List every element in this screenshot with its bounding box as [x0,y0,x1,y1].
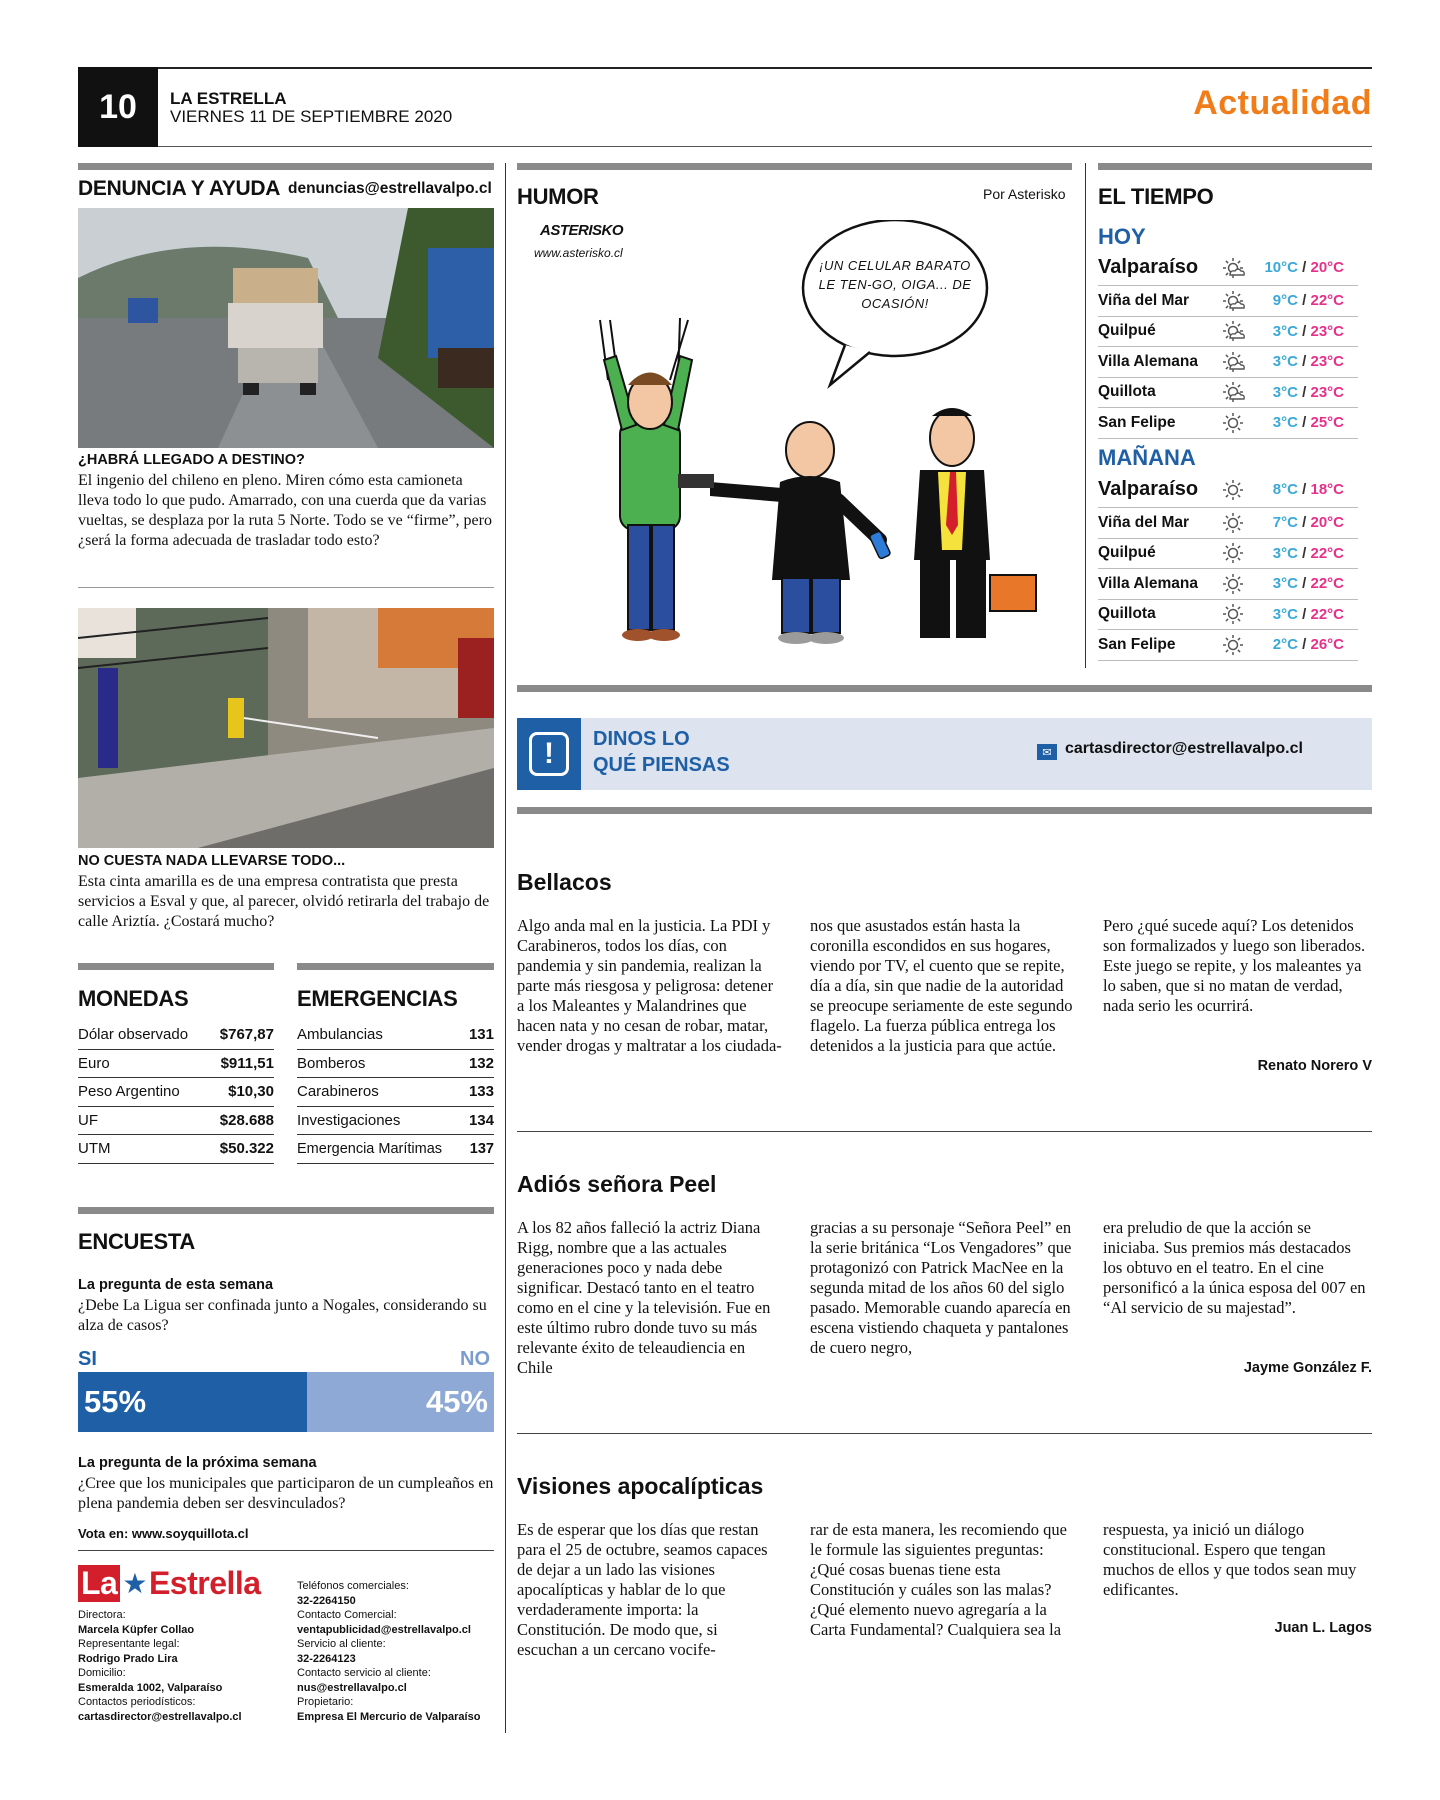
divider-bar [297,963,494,970]
weather-row [1098,378,1358,409]
partly-cloudy-icon [1216,381,1250,403]
weather-city: Valparaíso [1098,478,1199,500]
cartoonist-site[interactable]: www.asterisko.cl [534,246,623,260]
column-divider [505,163,506,1733]
weather-row [1098,317,1358,348]
weather-temp: 8°C / 18°C [1272,481,1344,498]
sun-icon [1216,412,1250,434]
poll-no-pct: 45% [425,1384,488,1419]
weather-row [1098,250,1358,286]
poll-yes-pct: 55% [84,1384,147,1419]
divider [78,1550,494,1551]
letter-column: nos que asustados están hasta la coronilla escondidos en sus hogares, viendo por TV, el cuento que se repite, día a día, sin que nadie de la autoridad se preocupe seriamente de este segundo flagelo. La fuerza pública entrega los detenidos a la justicia para que actúe. [810,916,1073,1055]
table-row: Emergencia Marítimas 137 [297,1135,494,1164]
letter-column: gracias a su personaje “Señora Peel” en la serie británica “Los Vengadores” que protagonizó con Patrick MacNee en la segunda mitad de los años 60 del siglo pasado. Memorable cuando aparecía en escena vistiendo chaqueta y pantalones de cuero negro, [810,1218,1072,1357]
weather-city: Quilpué [1098,322,1156,340]
weather-row [1098,508,1358,539]
weather-row [1098,569,1358,600]
weather-temp: 3°C / 23°C [1272,322,1344,340]
monedas-table [78,1021,274,1164]
letter-title: Adiós señora Peel [517,1171,717,1197]
letter-title: Bellacos [517,869,612,895]
table-row: UF $28.688 [78,1107,274,1136]
street-photo [78,608,494,848]
divider-bar [517,807,1372,814]
sun-icon [1216,512,1250,534]
weather-tomorrow [1098,472,1358,661]
weather-temp: 3°C / 23°C [1272,383,1344,401]
question-label: La pregunta de esta semana [78,1277,274,1293]
truck-photo [78,208,494,448]
table-row: UTM $50.322 [78,1135,274,1164]
weather-row [1098,630,1358,661]
paper-name: LA ESTRELLA [170,89,287,108]
weather-city: Villa Alemana [1098,574,1198,592]
weather-city: Viña del Mar [1098,513,1190,531]
encuesta-title: ENCUESTA [78,1229,195,1254]
vote-link[interactable]: Vota en: www.soyquillota.cl [78,1526,249,1541]
caption-body-2: Esta cinta amarilla es de una empresa contratista que presta servicios a Esval y que, al parecer, olvidó retirarla del trabajo de calle Ariztía. ¿Costará mucho? [78,873,490,930]
table-row: Bomberos 132 [297,1050,494,1079]
mail-icon: ✉ [1037,744,1057,760]
letter-column: Algo anda mal en la justicia. La PDI y Carabineros, todos los días, con pandemia y sin pandemia, realizan la parte más riesgosa y peligrosa: detener a los Maleantes y Malandrines que hacen nata y no cesan de robar, matar, vender drogas y maltratar a los ciudada- [517,916,782,1055]
weather-city: Valparaíso [1098,256,1199,278]
weather-temp: 10°C / 20°C [1264,259,1344,276]
weather-city: Villa Alemana [1098,352,1198,370]
weather-row [1098,539,1358,570]
manana-label: MAÑANA [1098,445,1196,470]
table-row: Carabineros 133 [297,1078,494,1107]
table-row: Dólar observado $767,87 [78,1021,274,1050]
table-row: Euro $911,51 [78,1050,274,1079]
caption-title-2: NO CUESTA NADA LLEVARSE TODO... [78,853,346,869]
star-icon: ★ [122,1567,147,1599]
denuncia-title: DENUNCIA Y AYUDA [78,177,281,200]
letter-signature: Juan L. Lagos [1274,1620,1372,1636]
tiempo-title: EL TIEMPO [1098,184,1214,209]
estrella-logo: La ★ Estrella [78,1565,274,1601]
page-number: 10 [78,67,158,147]
weather-city: Quilpué [1098,544,1156,562]
partly-cloudy-icon [1216,351,1250,373]
weather-temp: 7°C / 20°C [1272,514,1344,532]
issue-date: VIERNES 11 DE SEPTIEMBRE 2020 [170,107,453,126]
header-rule-top [78,67,1372,69]
divider-bar [517,163,1072,170]
divider [517,1433,1372,1434]
weather-temp: 3°C / 22°C [1272,605,1344,623]
letter-signature: Jayme González F. [1243,1360,1372,1376]
column-divider [1085,163,1086,668]
table-row: Peso Argentino $10,30 [78,1078,274,1107]
letter-column: rar de esta manera, les recomiendo que le formule las siguientes preguntas: ¿Qué cosas buenas tiene esta Constitución y cuáles son las malas? ¿Qué elemento nuevo agregaría a la Carta Fundamental? Cualquiera sea la [810,1520,1067,1639]
sun-icon [1216,573,1250,595]
cartoonist-signature: ASTERISKO [540,222,624,239]
weather-city: Quillota [1098,383,1156,401]
section-title: Actualidad [1193,84,1372,122]
letter-column: Pero ¿qué sucede aquí? Los detenidos son formalizados y luego son liberados. Este juego se repite, y los maleantes ya lo saben, que si no matan de verdad, nada serio les ocurrirá. [1103,916,1366,1015]
letter-signature: Renato Norero V [1257,1058,1372,1074]
poll-no-label: NO [460,1348,490,1370]
weather-row [1098,347,1358,378]
letter-column: respuesta, ya inició un diálogo constitucional. Espero que tengan muchos de ellos y que todos sean muy edificantes. [1103,1520,1357,1599]
poll-yes-label: SI [78,1348,97,1370]
weather-temp: 3°C / 23°C [1272,353,1344,371]
divider [78,587,494,588]
letter-column: era preludio de que la acción se iniciaba. Sus premios más destacados los obtuvo en el teatro. En el cine personificó a la única esposa del 007 en “Al servicio de su majestad”. [1103,1218,1366,1317]
weather-temp: 9°C / 22°C [1272,292,1344,310]
poll-bar [78,1372,494,1432]
letter-title: Visiones apocalípticas [517,1473,764,1499]
emergencias-table [297,1021,494,1164]
opinion-banner [517,718,1372,790]
speech-bubble-text: ¡UN CELULAR BARATO LE TEN-GO, OIGA... DE OCASIÓN! [818,258,972,311]
table-row: Investigaciones 134 [297,1107,494,1136]
weather-city: San Felipe [1098,635,1176,653]
weather-temp: 3°C / 22°C [1272,575,1344,593]
humor-author: Por Asterisko [983,186,1066,202]
divider-bar [517,685,1372,692]
emergencias-title: EMERGENCIAS [297,986,458,1011]
partly-cloudy-icon [1216,257,1250,279]
divider-bar [78,963,274,970]
weather-row [1098,600,1358,631]
opinion-title-line1: DINOS LO [593,728,690,750]
next-question: ¿Cree que los municipales que participaron de un cumpleaños en plena pandemia deben ser desvinculados? [78,1475,494,1512]
weather-row [1098,408,1358,439]
weather-temp: 2°C / 26°C [1272,636,1344,654]
header-rule-bottom [78,146,1372,147]
staff-right: Teléfonos comerciales: 32-2264150 Contacto Comercial: ventapublicidad@estrellavalpo.cl Servicio al cliente: 32-2264123 Contacto servicio al cliente: nus@estrellavalpo.cl Propietario: Empresa El Mercurio de Valparaíso [297,1580,481,1723]
exclamation-icon: ! [517,718,581,790]
caption-title-1: ¿HABRÁ LLEGADO A DESTINO? [78,452,305,468]
divider-bar [78,163,494,170]
weather-row [1098,472,1358,508]
monedas-title: MONEDAS [78,986,189,1011]
sun-icon [1216,634,1250,656]
weather-city: Quillota [1098,605,1156,623]
humor-title: HUMOR [517,184,599,209]
partly-cloudy-icon [1216,320,1250,342]
weather-city: Viña del Mar [1098,291,1190,309]
sun-icon [1216,542,1250,564]
partly-cloudy-icon [1216,290,1250,312]
denuncia-email[interactable]: denuncias@estrellavalpo.cl [288,180,492,197]
divider-bar [78,1207,494,1214]
hoy-label: HOY [1098,224,1146,249]
caption-body-1: El ingenio del chileno en pleno. Miren cómo esta camioneta lleva todo lo que pudo. Amarrado, con una cuerda que da varias vueltas, se desplaza por la ruta 5 Norte. Todo se ve “firme”, pero ¿será la forma adecuada de trasladar todo esto? [78,472,492,549]
divider-bar [1098,163,1372,170]
weather-temp: 3°C / 22°C [1272,544,1344,562]
table-row: Ambulancias 131 [297,1021,494,1050]
letter-column: Es de esperar que los días que restan para el 25 de octubre, seamos capaces de dejar a un lado las visiones apocalípticas y hablar de lo que verdaderamente importa: la Constitución. De modo que, si escuchan a un cercano vocife- [517,1520,768,1659]
sun-icon [1216,603,1250,625]
next-question-label: La pregunta de la próxima semana [78,1455,317,1471]
divider [517,1131,1372,1132]
poll-question: ¿Debe La Ligua ser confinada junto a Nogales, considerando su alza de casos? [78,1297,487,1334]
opinion-title-line2: QUÉ PIENSAS [593,754,730,776]
weather-today [1098,250,1358,439]
opinion-email[interactable]: cartasdirector@estrellavalpo.cl [1065,740,1303,757]
staff-left: Directora: Marcela Küpfer Collao Representante legal: Rodrigo Prado Lira Domicilio: Esmeralda 1002, Valparaíso Contactos periodísticos: cartasdirector@estrellavalpo.cl [78,1609,242,1723]
letter-column: A los 82 años falleció la actriz Diana Rigg, nombre que a las actuales generaciones poco y nada debe significar. Destacó tanto en el teatro como en el cine y la televisión. Fue en este último rubro donde tuvo su más relevante éxito de teleaudiencia en Chile [517,1218,771,1377]
sun-icon [1216,479,1250,501]
weather-city: San Felipe [1098,413,1176,431]
weather-row [1098,286,1358,317]
weather-temp: 3°C / 25°C [1272,414,1344,432]
